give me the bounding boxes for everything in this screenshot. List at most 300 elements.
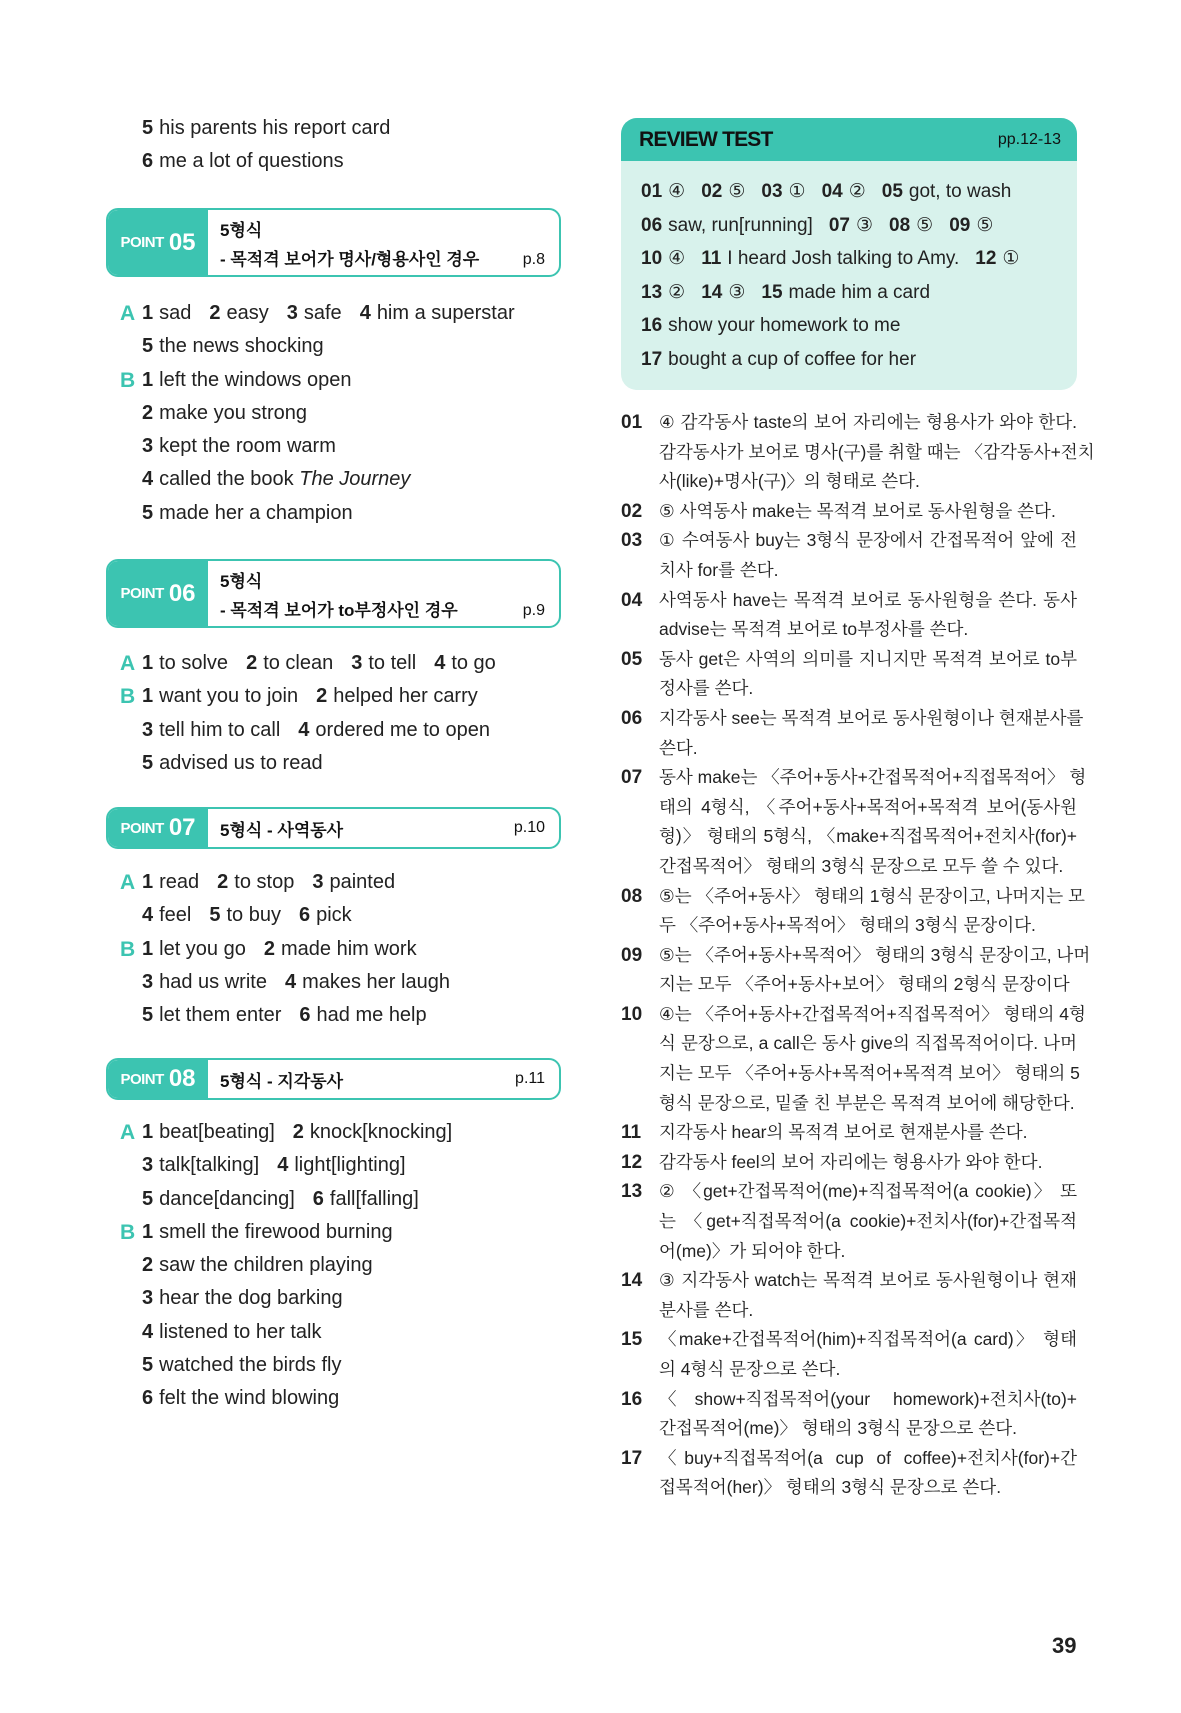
section-letter: B: [120, 368, 136, 392]
explanation-item: [621, 941, 1091, 1000]
answer-item: [264, 938, 417, 960]
point-label: POINT: [120, 585, 164, 602]
point-page-ref: p.8: [522, 251, 545, 268]
answer-number: 6: [142, 1387, 154, 1410]
question-number: 09: [949, 214, 971, 236]
explanation-line: 지각동사 see는 목적격 보어로 동사원형이나 현재분사를: [659, 707, 1084, 728]
review-test-box: [621, 118, 1077, 390]
point-label: POINT: [120, 234, 164, 251]
review-answer: [882, 181, 1012, 202]
answer-item: [142, 302, 191, 324]
answer-row: [120, 866, 580, 899]
answer-number: 3: [142, 970, 154, 993]
answer-item: [142, 150, 344, 172]
answer-item: [142, 1321, 321, 1343]
explanation-number: 07: [621, 767, 643, 789]
answer-number: 3: [142, 1154, 154, 1177]
answer-item: [142, 369, 351, 391]
answer-item: [142, 1004, 281, 1026]
answer-item: [142, 971, 267, 993]
review-row: [641, 343, 1077, 377]
explanation-item: [621, 1444, 1077, 1503]
answer-item: [142, 871, 199, 893]
question-number: 03: [761, 181, 783, 202]
review-answer-text: ①: [1002, 248, 1020, 269]
answer-number: 4: [142, 468, 154, 491]
question-number: 05: [881, 181, 903, 202]
explanation-number: 13: [621, 1181, 643, 1203]
question-number: 11: [701, 248, 722, 269]
explanation-line: 두 〈주어+동사+목적어〉 형태의 3형식 문장이다.: [659, 915, 1036, 936]
answer-list-continued: [120, 112, 580, 179]
section-letter: B: [120, 685, 136, 709]
answer-row: [120, 999, 580, 1032]
answer-text: sad: [159, 302, 192, 324]
point-title: 5형식: [220, 221, 263, 240]
answer-text: watched the birds fly: [159, 1354, 342, 1377]
answer-item: [351, 652, 416, 674]
answer-number: 2: [142, 401, 154, 424]
review-answer: [822, 181, 866, 202]
explanation-number: 08: [621, 885, 643, 907]
review-answer-text: ⑤: [916, 214, 934, 236]
answer-text: made him work: [280, 937, 417, 960]
answer-text: called the book: [159, 468, 300, 491]
answer-item: [313, 1188, 419, 1210]
point-header-box: [106, 1058, 561, 1100]
section-letter: B: [120, 1220, 136, 1244]
answer-text: want you to join: [159, 685, 299, 708]
review-answer-text: ⑤: [728, 181, 746, 202]
answer-text: feel: [159, 904, 192, 927]
explanation-number: 15: [621, 1329, 643, 1351]
explanation-line: 간접목적어(me)〉 형태의 3형식 문장으로 쓴다.: [659, 1418, 1017, 1439]
review-answer: [641, 215, 813, 236]
answer-item: [246, 652, 333, 674]
point-header-box: [106, 208, 561, 277]
review-answer: [949, 215, 993, 236]
answer-text: advised us to read: [159, 751, 323, 774]
review-test-header: [621, 118, 1077, 161]
answer-number: 3: [312, 871, 324, 893]
explanation-item: [621, 645, 1077, 704]
answer-text: kept the room warm: [159, 435, 336, 458]
answer-item: [142, 1354, 341, 1376]
answer-number: 3: [142, 1287, 154, 1310]
answer-text: me a lot of questions: [159, 150, 344, 173]
answer-number: 4: [359, 302, 371, 324]
explanation-line: 형)〉 형태의 5형식, 〈make+직접목적어+전치사(for)+: [659, 826, 1077, 847]
answer-row: [120, 1382, 580, 1415]
review-answer-text: made him a card: [788, 281, 931, 303]
answer-item: [434, 652, 496, 674]
answer-text: to solve: [159, 652, 229, 674]
explanation-line: 동사 get은 사역의 의미를 지니지만 목적격 보어로 to부: [659, 648, 1077, 669]
point-title: 5형식 - 사역동사: [220, 820, 344, 840]
review-answer-text: ③: [855, 214, 874, 236]
review-answer: [641, 181, 685, 202]
answer-item: [142, 502, 353, 524]
answer-row: [120, 647, 580, 680]
explanation-line: ⑤는 〈주어+동사〉 형태의 1형식 문장이고, 나머지는 모: [659, 885, 1085, 906]
answer-number: 2: [209, 302, 221, 324]
answer-row: [120, 1282, 580, 1315]
explanation-item: [621, 497, 1077, 527]
explanation-item: [621, 704, 1084, 763]
answer-item: [293, 1121, 452, 1143]
question-number: 04: [821, 181, 843, 202]
answer-item: [142, 1154, 259, 1176]
explanation-line: 접목적어(her)〉 형태의 3형식 문장으로 쓴다.: [659, 1477, 1002, 1498]
review-answer-text: saw, run[running]: [668, 214, 813, 236]
explanation-line: 감각동사 feel의 보어 자리에는 형용사가 와야 한다.: [659, 1151, 1043, 1172]
review-answer-text: ④: [668, 181, 686, 202]
point-number: 05: [168, 228, 196, 256]
answer-item: [316, 685, 478, 707]
explanation-line: 식 문장으로, a call은 동사 give의 직접목적어이다. 나머: [659, 1033, 1077, 1054]
explanation-line: 형식 문장으로, 밑줄 친 부분은 목적격 보어에 해당한다.: [659, 1092, 1075, 1113]
answer-item: [298, 719, 490, 741]
explanation-item: [621, 1177, 1077, 1266]
point-tag: [108, 561, 208, 626]
answer-text: painted: [329, 871, 396, 893]
explanation-number: 02: [621, 500, 643, 522]
explanation-line: 〈show+직접목적어(your homework)+전치사(to)+: [659, 1388, 1077, 1409]
answer-text: beat[beating]: [159, 1121, 275, 1143]
review-answer: [761, 282, 930, 303]
point-page-ref: p.11: [515, 1070, 545, 1087]
explanation-line: 태의 4형식, 〈주어+동사+목적어+목적격 보어(동사원: [659, 796, 1077, 817]
section-letter: A: [120, 302, 136, 325]
answer-item: [277, 1154, 405, 1176]
question-number: 13: [641, 281, 663, 303]
explanation-number: 06: [621, 707, 643, 729]
answer-number: 2: [217, 871, 229, 893]
point-page-ref: p.9: [522, 602, 545, 619]
answer-text: to tell: [368, 652, 417, 674]
explanation-number: 01: [621, 412, 643, 433]
answer-number: 1: [142, 652, 154, 674]
answer-item: [360, 302, 515, 324]
answer-row: [120, 112, 580, 145]
answer-row: [120, 397, 580, 430]
point-tag: [108, 210, 208, 275]
answer-number: 1: [142, 685, 154, 708]
review-test-title: REVIEW TEST: [639, 127, 773, 151]
page-number: 39: [1052, 1633, 1077, 1658]
answer-number: 3: [286, 302, 298, 324]
answer-number: 5: [142, 335, 154, 358]
explanation-line: ④는 〈주어+동사+간접목적어+직접목적어〉 형태의 4형: [659, 1003, 1086, 1024]
answer-number: 2: [246, 652, 258, 674]
explanation-line: 간접목적어〉 형태의 3형식 문장으로 모두 쓸 수 있다.: [659, 855, 1064, 876]
explanation-item: [621, 882, 1085, 941]
review-answer: [975, 248, 1019, 269]
answer-item: [142, 1188, 295, 1210]
answer-number: 4: [284, 970, 297, 993]
answer-number: 4: [142, 1320, 154, 1343]
explanation-line: 의 4형식 문장으로 쓴다.: [659, 1359, 841, 1379]
explanation-item: [621, 1118, 1077, 1148]
answer-row: [120, 1116, 580, 1149]
explanation-line: ⑤는 〈주어+동사+목적어〉 형태의 3형식 문장이고, 나머: [659, 944, 1091, 965]
explanation-line: 쓴다.: [659, 737, 698, 758]
answer-number: 2: [292, 1121, 304, 1143]
explanation-line: advise는 목적격 보어로 to부정사를 쓴다.: [659, 619, 969, 640]
answer-item: [142, 402, 307, 424]
answer-text: let them enter: [159, 1004, 282, 1027]
explanation-line: 동사 make는 〈주어+동사+간접목적어+직접목적어〉 형: [659, 767, 1087, 788]
answer-item: [142, 719, 280, 741]
explanation-number: 09: [621, 944, 643, 966]
explanation-number: 12: [621, 1151, 643, 1173]
review-row: [641, 276, 1077, 310]
explanation-line: 사역동사 have는 목적격 보어로 동사원형을 쓴다. 동사: [659, 589, 1077, 610]
answer-row: [120, 933, 580, 966]
answer-item: [142, 1387, 339, 1409]
explanation-number: 17: [621, 1447, 643, 1469]
review-answer-text: got, to wash: [908, 181, 1012, 202]
explanation-line: 〈buy+직접목적어(a cup of coffee)+전치사(for)+간: [659, 1447, 1077, 1468]
answer-text: to stop: [234, 871, 295, 893]
answer-number: 5: [142, 1004, 154, 1027]
review-answer: [761, 181, 805, 202]
answer-item: [142, 752, 323, 774]
review-answer-text: ②: [668, 281, 686, 303]
explanation-line: 는 〈get+직접목적어(a cookie)+전치사(for)+간접목적: [659, 1211, 1077, 1232]
answer-item: [142, 652, 228, 674]
review-answer: [701, 282, 745, 303]
review-answer: [641, 315, 900, 336]
answer-text: fall[falling]: [329, 1187, 419, 1210]
explanation-item: [621, 763, 1087, 881]
point-title-area: [208, 210, 559, 275]
answer-text: safe: [303, 302, 342, 324]
point-header-box: [106, 559, 561, 628]
question-number: 02: [701, 181, 723, 202]
answer-number: 5: [142, 751, 154, 774]
explanation-item: [621, 408, 1095, 497]
answer-text: make you strong: [159, 401, 307, 424]
point-label: POINT: [120, 1070, 164, 1088]
question-number: 10: [641, 248, 663, 269]
explanation-item: [621, 586, 1077, 645]
answer-item: [209, 302, 268, 324]
answer-number: 5: [142, 501, 154, 524]
review-answer-text: ①: [788, 181, 806, 202]
answer-text: talk[talking]: [159, 1154, 260, 1177]
answer-row: [120, 145, 580, 178]
answer-item: [142, 1287, 343, 1309]
answer-number: 1: [142, 871, 154, 893]
answer-item: [299, 1004, 426, 1026]
answer-text: saw the children playing: [159, 1254, 373, 1277]
point-title: 5형식: [220, 572, 263, 591]
answer-item: [142, 904, 191, 926]
answer-text: the news shocking: [159, 335, 324, 358]
answer-text: made her a champion: [159, 501, 353, 524]
explanation-number: 14: [621, 1270, 643, 1292]
answer-text: pick: [316, 904, 352, 927]
answer-row: [120, 430, 580, 463]
answer-text: smell the firewood burning: [159, 1220, 393, 1243]
answer-number: 5: [142, 117, 154, 139]
review-answer-text: ③: [728, 281, 746, 303]
answer-item: [142, 938, 246, 960]
answer-item: [285, 971, 450, 993]
question-number: 15: [761, 281, 783, 303]
review-answer: [829, 215, 873, 236]
point-header-box: [106, 807, 561, 849]
review-row: [641, 242, 1077, 276]
explanation-line: 지는 모두 〈주어+동사+목적어+목적격 보어〉 형태의 5: [659, 1063, 1080, 1084]
answer-number: 1: [142, 1220, 154, 1243]
answer-number: 1: [142, 302, 154, 324]
point-subtitle: - 목적격 보어가 to부정사인 경우: [220, 601, 458, 620]
review-test-pages: pp.12-13: [997, 130, 1061, 148]
answer-text: light[lighting]: [294, 1154, 406, 1177]
review-answer-text: I heard Josh talking to Amy.: [727, 248, 960, 269]
answer-number: 3: [351, 652, 363, 674]
explanation-number: 11: [621, 1122, 642, 1144]
review-answer: [641, 282, 685, 303]
explanation-line: 정사를 쓴다.: [659, 678, 754, 699]
answer-text: his parents his report card: [159, 117, 391, 139]
answer-text: helped her carry: [333, 685, 478, 708]
review-answer-text: ②: [848, 181, 866, 202]
point-title-area: [208, 809, 559, 847]
point-title: 5형식 - 지각동사: [220, 1071, 344, 1091]
answer-text: let you go: [159, 937, 246, 960]
answer-text: makes her laugh: [302, 970, 450, 993]
answer-text: listened to her talk: [159, 1320, 322, 1343]
answer-number: 2: [142, 1254, 154, 1277]
question-number: 06: [641, 214, 663, 236]
explanation-line: 치사 for를 쓴다.: [659, 559, 779, 580]
answer-number: 5: [142, 1187, 154, 1210]
answer-row: [120, 1349, 580, 1382]
point-tag: [108, 1060, 208, 1098]
point-number: 06: [168, 579, 196, 607]
answer-row: [120, 1149, 580, 1182]
question-number: 16: [641, 315, 663, 336]
answer-text: hear the dog barking: [159, 1287, 343, 1310]
answer-item: [299, 904, 352, 926]
review-answer-text: ⑤: [976, 214, 994, 236]
explanation-line: 감각동사가 보어로 명사(구)를 취할 때는 〈감각동사+전치: [659, 441, 1095, 462]
answer-text: to go: [451, 652, 496, 674]
question-number: 17: [641, 348, 663, 370]
answer-row: [120, 463, 580, 496]
explanation-item: [621, 526, 1077, 585]
point-answers: [120, 297, 580, 530]
answer-row: [120, 899, 580, 932]
answer-row: [120, 1216, 580, 1249]
question-number: 08: [889, 214, 911, 236]
answer-number: 4: [277, 1154, 289, 1177]
explanation-line: ③ 지각동사 watch는 목적격 보어로 동사원형이나 현재: [659, 1270, 1077, 1291]
point-tag: [108, 809, 208, 847]
explanation-number: 10: [621, 1003, 643, 1025]
answer-number: 5: [209, 904, 221, 927]
answer-item: [142, 117, 390, 139]
answer-text: had me help: [316, 1004, 427, 1027]
answer-row: [120, 497, 580, 530]
explanation-line: 사(like)+명사(구)〉의 형태로 쓴다.: [659, 471, 920, 492]
question-number: 01: [641, 181, 663, 202]
answer-text: to buy: [226, 904, 281, 927]
answer-row: [120, 297, 580, 330]
explanation-item: [621, 1148, 1077, 1178]
point-title-area: [208, 561, 559, 626]
answer-row: [120, 330, 580, 363]
answer-text: knock[knocking]: [309, 1121, 453, 1143]
answer-item: [142, 335, 324, 357]
answer-number: 5: [142, 1354, 154, 1377]
explanation-line: 지각동사 hear의 목적격 보어로 현재분사를 쓴다.: [659, 1122, 1028, 1143]
explanation-line: ④ 감각동사 taste의 보어 자리에는 형용사가 와야 한다.: [659, 412, 1077, 432]
section-letter: A: [120, 871, 136, 894]
answer-number: 6: [312, 1187, 324, 1210]
answer-number: 6: [142, 150, 154, 173]
answer-number: 4: [142, 904, 154, 927]
answer-item: [217, 871, 294, 893]
review-answer: [889, 215, 933, 236]
explanation-line: 지는 모두 〈주어+동사+보어〉 형태의 2형식 문장이다: [659, 974, 1070, 995]
point-subtitle: - 목적격 보어가 명사/형용사인 경우: [220, 250, 480, 269]
review-row: [641, 209, 1077, 243]
explanation-line: ⑤ 사역동사 make는 목적격 보어로 동사원형을 쓴다.: [659, 500, 1056, 521]
section-letter: A: [120, 652, 136, 675]
explanation-line: 〈make+간접목적어(him)+직접목적어(a card)〉 형태: [659, 1329, 1077, 1350]
explanation-number: 16: [621, 1388, 643, 1410]
answer-number: 1: [142, 1121, 154, 1143]
point-answers: [120, 866, 580, 1032]
point-label: POINT: [120, 819, 164, 837]
answer-number: 1: [142, 937, 154, 960]
answer-item: [287, 302, 342, 324]
answer-text: dance[dancing]: [159, 1187, 295, 1210]
answer-number: 4: [434, 652, 446, 674]
answer-number: 4: [298, 718, 310, 741]
point-number: 07: [168, 814, 196, 841]
answer-row: [120, 1183, 580, 1216]
answer-item: [142, 685, 298, 707]
answer-text: ordered me to open: [315, 718, 490, 741]
review-answer-text: bought a cup of coffee for her: [668, 348, 917, 370]
point-title-area: [208, 1060, 559, 1098]
answer-row: [120, 747, 580, 780]
explanation-item: [621, 1266, 1077, 1325]
answer-text: felt the wind blowing: [159, 1387, 340, 1410]
answer-item: [312, 871, 395, 893]
answer-number: 2: [316, 685, 328, 708]
explanation-item: [621, 1000, 1086, 1118]
explanation-number: 03: [621, 530, 643, 552]
answer-row: [120, 966, 580, 999]
answer-row: [120, 364, 580, 397]
answer-text: left the windows open: [159, 368, 352, 391]
review-answer: [701, 248, 959, 269]
question-number: 12: [975, 248, 997, 269]
answer-number: 3: [142, 435, 154, 458]
review-answer-text: show your homework to me: [668, 315, 901, 336]
point-page-ref: p.10: [513, 819, 545, 836]
answer-text: had us write: [159, 970, 267, 993]
explanation-line: 어(me)〉가 되어야 한다.: [659, 1240, 846, 1261]
answer-text: tell him to call: [159, 718, 281, 741]
answer-item: [142, 468, 410, 490]
